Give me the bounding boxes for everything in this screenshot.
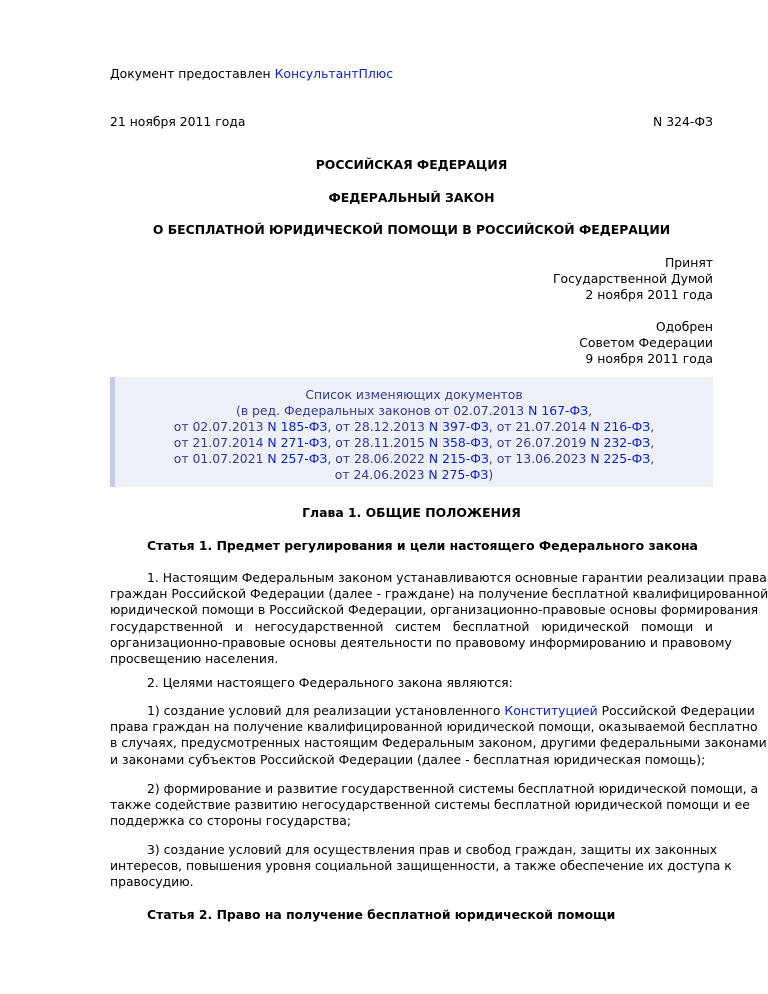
amending-line-1 [115, 403, 713, 419]
text-line: граждан Российской Федерации (далее - граждане) на получение бесплатной квалифицированной [110, 586, 768, 602]
text-line: юридической помощи в Российской Федерации, организационно-правовые основы формирования [110, 602, 759, 618]
constitution-link[interactable]: Конституцией [504, 703, 598, 718]
amending-documents-title: Список изменяющих документов [305, 387, 523, 402]
amend-link[interactable]: N 216-ФЗ [590, 419, 651, 434]
amending-text: , от 13.06.2023 [488, 451, 591, 466]
approved-date: 9 ноября 2011 года [585, 351, 713, 366]
law-number: N 324-ФЗ [653, 114, 713, 129]
article-1-paragraph-1 [110, 570, 768, 667]
amend-link[interactable]: N 232-ФЗ [590, 435, 651, 450]
text-fragment: 1) создание условий для реализации установленного [147, 703, 505, 718]
article-2-heading: Статья 2. Право на получение бесплатной юридической помощи [147, 907, 616, 922]
amend-link[interactable]: N 167-ФЗ [528, 403, 589, 418]
law-date: 21 ноября 2011 года [110, 114, 246, 129]
amend-link[interactable]: N 397-ФЗ [428, 419, 489, 434]
article-1-paragraph-2: 2. Целями настоящего Федерального закона являются: [147, 675, 513, 690]
amend-link[interactable]: N 358-ФЗ [428, 435, 489, 450]
article-1-heading: Статья 1. Предмет регулирования и цели настоящего Федерального закона [147, 538, 698, 553]
adopted-by: Государственной Думой [552, 271, 713, 286]
consultant-plus-link[interactable]: КонсультантПлюс [274, 66, 394, 81]
amend-link[interactable]: N 215-ФЗ [428, 451, 489, 466]
amending-text: от 02.07.2013 [173, 419, 268, 434]
amending-text: , от 28.11.2015 [327, 435, 429, 450]
amending-line-3 [115, 435, 713, 451]
text-line: 1. Настоящим Федеральным законом устанавливаются основные гарантии реализации права [147, 570, 767, 585]
amending-text: , от 28.12.2013 [327, 419, 429, 434]
text-line: интересов, повышения уровня социальной защищенности, а также обеспечение их доступа к [110, 858, 732, 874]
article-1-item-1 [110, 703, 767, 768]
amend-link[interactable]: N 271-ФЗ [267, 435, 328, 450]
text-fragment: Российской Федерации [597, 703, 755, 718]
text-line: правосудию. [110, 874, 194, 890]
text-line: 2) формирование и развитие государственной системы бесплатной юридической помощи, а [147, 781, 759, 796]
text-line: просвещению населения. [110, 651, 279, 667]
amend-link[interactable]: N 225-ФЗ [590, 451, 651, 466]
amend-link[interactable]: N 275-ФЗ [428, 467, 489, 482]
article-1-item-2 [110, 781, 759, 830]
text-line: организационно-правовые основы деятельности по правовому информированию и правовому [110, 634, 732, 650]
amending-text: , [588, 403, 593, 418]
amending-text: , от 28.06.2022 [327, 451, 429, 466]
amending-text: , от 21.07.2014 [488, 419, 591, 434]
provided-by-text: Документ предоставлен [110, 66, 275, 81]
amending-text: , [650, 435, 655, 450]
amending-line-2 [115, 419, 713, 435]
country-title: РОССИЙСКАЯ ФЕДЕРАЦИЯ [315, 157, 508, 172]
text-line: государственной и негосударственной систем бесплатной юридической помощи и [110, 618, 713, 634]
amending-text: от 24.06.2023 [334, 467, 429, 482]
amending-line-5 [115, 467, 713, 483]
text-line: также содействие развитию негосударственной системы бесплатной юридической помощи и ее [110, 797, 750, 813]
amending-text: , от 26.07.2019 [488, 435, 591, 450]
amending-text: , [650, 419, 655, 434]
article-1-item-3 [110, 842, 732, 891]
chapter-heading: Глава 1. ОБЩИЕ ПОЛОЖЕНИЯ [302, 505, 521, 520]
adopted-label: Принят [664, 255, 713, 270]
amending-text: от 01.07.2021 [173, 451, 268, 466]
approved-label: Одобрен [655, 319, 713, 334]
adopted-date: 2 ноября 2011 года [585, 287, 713, 302]
amend-link[interactable]: N 257-ФЗ [267, 451, 328, 466]
provided-by-line [110, 66, 393, 82]
text-line: права граждан на получение квалифицированной юридической помощи, оказываемой бесплатно [110, 719, 758, 735]
amend-link[interactable]: N 185-ФЗ [267, 419, 328, 434]
text-line: поддержка со стороны государства; [110, 813, 352, 829]
amending-text: (в ред. Федеральных законов от 02.07.2013 [235, 403, 529, 418]
amending-line-4 [115, 451, 713, 467]
text-line: 3) создание условий для осуществления прав и свобод граждан, защиты их законных [147, 842, 718, 857]
amending-documents-box [110, 377, 713, 487]
approved-by: Советом Федерации [579, 335, 713, 350]
law-type-title: ФЕДЕРАЛЬНЫЙ ЗАКОН [328, 190, 495, 205]
law-name-title: О БЕСПЛАТНОЙ ЮРИДИЧЕСКОЙ ПОМОЩИ В РОССИЙСКОЙ ФЕДЕРАЦИИ [152, 222, 671, 237]
text-line [110, 703, 755, 719]
text-line: и законами субъектов Российской Федерации (далее - бесплатная юридическая помощь); [110, 751, 706, 767]
amending-text: , [650, 451, 655, 466]
amending-text: ) [488, 467, 494, 482]
text-line: в случаях, предусмотренных настоящим Федеральным законом, другими федеральными законами [110, 735, 767, 751]
amending-text: от 21.07.2014 [173, 435, 268, 450]
